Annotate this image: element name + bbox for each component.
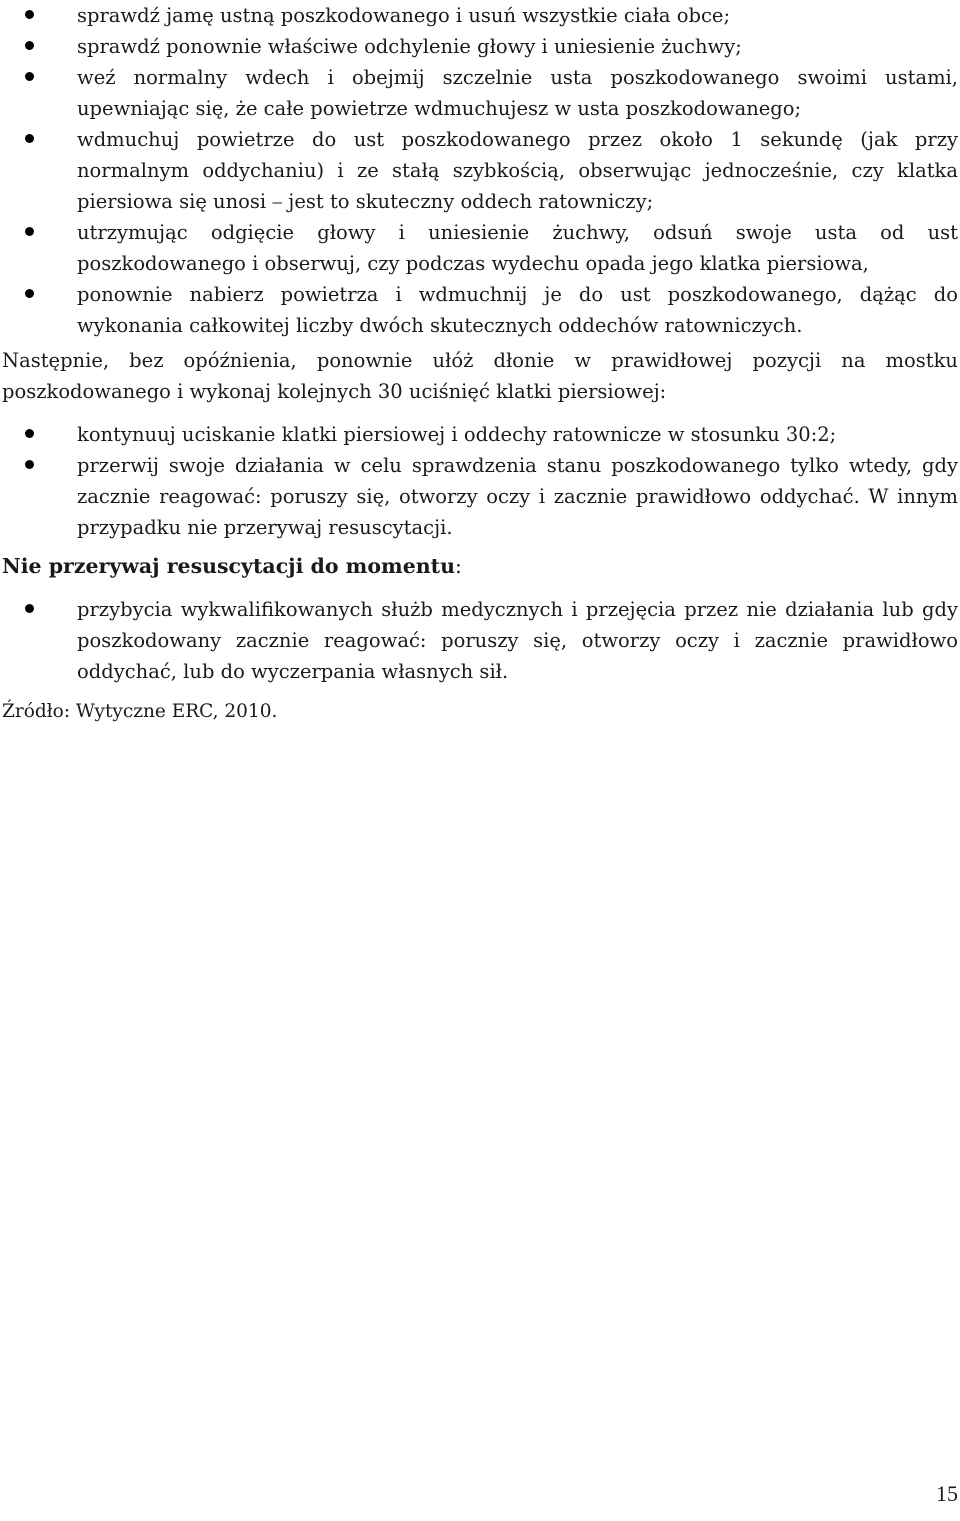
list-item — [0, 124, 960, 217]
section-heading-text: Nie przerywaj resuscytacji do momentu — [2, 554, 456, 578]
list-item-text: przerwij swoje działania w celu sprawdzenia stanu poszkodowanego tylko wtedy, gdy zacznie reagować: poruszy się, otworzy oczy i zacznie prawidłowo oddychać. W innym przypadku nie przerywaj resuscytacji. — [77, 454, 958, 539]
list-item-text: utrzymując odgięcie głowy i uniesienie żuchwy, odsuń swoje usta od ust poszkodowanego i obserwuj, czy podczas wydechu opada jego klatka piersiowa, — [77, 221, 958, 275]
bullet-list-continue — [0, 419, 960, 543]
list-item-text: kontynuuj uciskanie klatki piersiowej i oddechy ratownicze w stosunku 30:2; — [77, 423, 837, 446]
bullet-icon — [25, 460, 34, 469]
bullet-list-rescue-breaths — [0, 0, 960, 341]
bullet-icon — [25, 289, 34, 298]
bullet-icon — [25, 429, 34, 438]
list-item — [0, 62, 960, 124]
section-heading — [0, 551, 462, 582]
page-number: 15 — [936, 1481, 958, 1506]
list-item — [0, 419, 960, 450]
bullet-icon — [25, 227, 34, 236]
list-item-text: sprawdź jamę ustną poszkodowanego i usuń wszystkie ciała obce; — [77, 4, 731, 27]
list-item — [0, 0, 960, 31]
bullet-icon — [25, 72, 34, 81]
bullet-icon — [25, 41, 34, 50]
source-citation: Źródło: Wytyczne ERC, 2010. — [2, 701, 278, 722]
bullet-icon — [25, 604, 34, 613]
list-item — [0, 450, 960, 543]
list-item — [0, 217, 960, 279]
list-item-text: przybycia wykwalifikowanych służb medycznych i przejęcia przez nie działania lub gdy poszkodowany zacznie reagować: poruszy się, otworzy oczy i zacznie prawidłowo oddychać, lub do wyczerpania własnych sił. — [77, 598, 958, 683]
list-item-text: ponownie nabierz powietrza i wdmuchnij je do ust poszkodowanego, dążąc do wykonania całkowitej liczby dwóch skutecznych oddechów ratowniczych. — [77, 283, 958, 337]
list-item — [0, 594, 960, 687]
list-item — [0, 31, 960, 62]
list-item-text: weź normalny wdech i obejmij szczelnie usta poszkodowanego swoimi ustami, upewniając się, że całe powietrze wdmuchujesz w usta poszkodowanego; — [77, 66, 958, 120]
paragraph-next-steps: Następnie, bez opóźnienia, ponownie ułóż dłonie w prawidłowej pozycji na mostku poszkodowanego i wykonaj kolejnych 30 uciśnięć klatki piersiowej: — [2, 349, 958, 403]
list-item-text: wdmuchuj powietrze do ust poszkodowanego przez około 1 sekundę (jak przy normalnym oddychaniu) i ze stałą szybkością, obserwując jednocześnie, czy klatka piersiowa się unosi ⎯ jest to skuteczny oddech ratowniczy; — [77, 128, 958, 213]
bullet-list-until — [0, 594, 960, 687]
list-item — [0, 279, 960, 341]
section-heading-colon: : — [455, 554, 462, 578]
bullet-icon — [25, 134, 34, 143]
list-item-text: sprawdź ponownie właściwe odchylenie głowy i uniesienie żuchwy; — [77, 35, 742, 58]
bullet-icon — [25, 10, 34, 19]
